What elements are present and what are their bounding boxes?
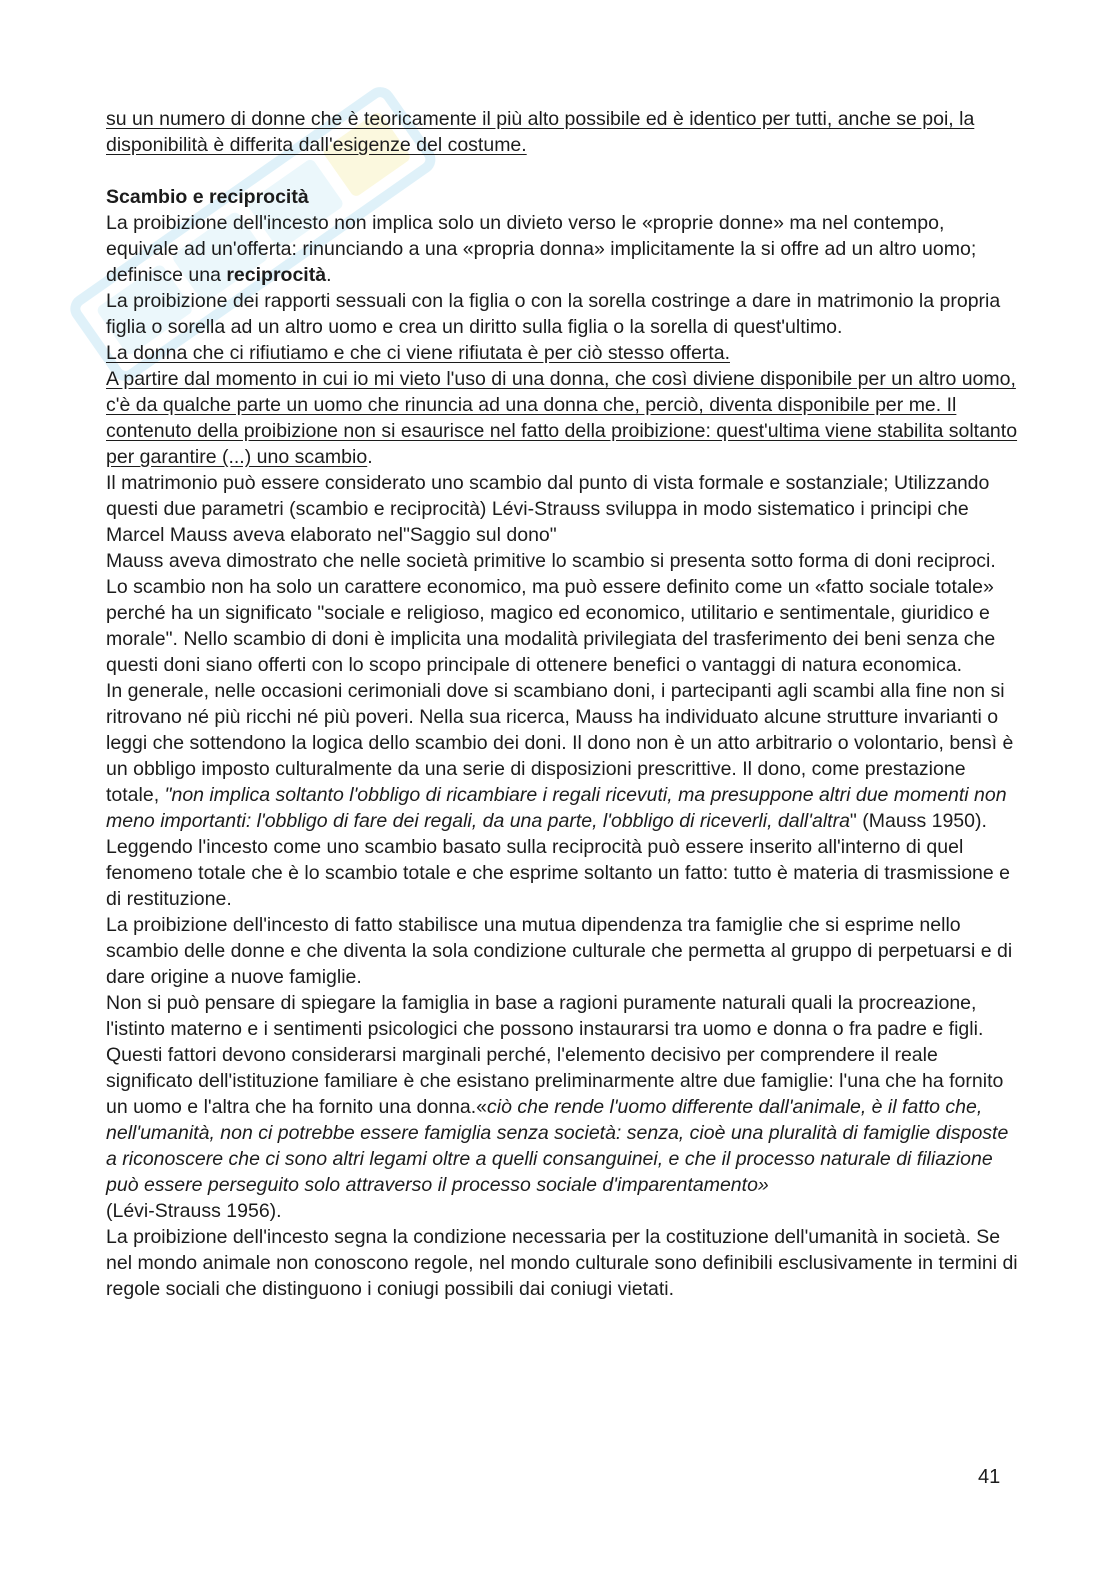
paragraph-incest-exchange: Leggendo l'incesto come uno scambio basato sulla reciprocità può essere inserito all'interno di quel fenomeno totale che è lo scambio totale e che esprime soltanto un fatto: tutto è materia di trasmissione e di restituzione. [106, 836, 1010, 910]
paragraph-marriage: Il matrimonio può essere considerato uno scambio dal punto di vista formale e sostanziale; Utilizzando questi due parametri (scambio e reciprocità) Lévi-Strauss sviluppa in modo sistematico i principi che Marcel Mauss aveva elaborato nel"Saggio sul dono" [106, 472, 990, 546]
paragraph-text: La proibizione dell'incesto non implica solo un divieto verso le «proprie donne» ma nel contempo, equivale ad un'offerta: rinunciando a una «propria donna» implicitamente la si offre ad un altro uomo; definisce una [106, 212, 977, 286]
paragraph-gift [106, 678, 1021, 834]
paragraph-family [106, 990, 1021, 1224]
paragraph-text: . [367, 446, 373, 468]
paragraph-underlined-exchange [106, 366, 1021, 470]
paragraph-text: In generale, nelle occasioni cerimoniali dove si scambiano doni, i partecipanti agli scambi alla fine non si ritrovano né più ricchi né più poveri. Nella sua ricerca, Mauss ha individuato alcune strutture invarianti o leggi che sottendono la logica dello scambio dei doni. Il dono non è un atto arbitrario o volontario, bensì è un obbligo imposto culturalmente da una serie di disposizioni prescrittive. Il dono, come prestazione totale, [106, 680, 1014, 806]
paragraph-text: . [326, 264, 332, 286]
italic-quote: ciò che rende l'uomo differente dall'animale, è il fatto che, nell'umanità, non ci potrebbe essere famiglia senza società: senza, cioè una pluralità di famiglie disposte a riconoscere che ci sono altri legami oltre a quelli consanguinei, e che il processo naturale di filiazione può essere perseguito solo attraverso il processo sociale d'imparentamento» [106, 1096, 1009, 1196]
paragraph-underlined-offer: La donna che ci rifiutiamo e che ci viene rifiutata è per ciò stesso offerta. [106, 342, 730, 364]
paragraph-reciprocity [106, 210, 1021, 288]
document-body [106, 106, 1021, 1302]
underlined-text: A partire dal momento in cui io mi vieto l'uso di una donna, che così diviene disponibile per un altro uomo, c'è da qualche parte un uomo che rinuncia ad una donna che, perciò, diventa disponibile per me. Il contenuto della proibizione non si esaurisce nel fatto della proibizione: quest'ultima viene stabilita soltanto per garantire (...) uno scambio [106, 368, 1018, 468]
paragraph-dependence: La proibizione dell'incesto di fatto stabilisce una mutua dipendenza tra famiglie che si esprime nello scambio delle donne e che diventa la sola condizione culturale che permetta al gruppo di perpetuarsi e di dare origine a nuove famiglie. [106, 914, 1013, 988]
paragraph-prohibition: La proibizione dei rapporti sessuali con la figlia o con la sorella costringe a dare in matrimonio la propria figlia o sorella ad un altro uomo e crea un diritto sulla figlia o la sorella di quest'ultimo. [106, 290, 1001, 338]
paragraph-text: " (Mauss 1950). [849, 810, 987, 832]
paragraph-mauss: Mauss aveva dimostrato che nelle società primitive lo scambio si presenta sotto forma di doni reciproci. Lo scambio non ha solo un carattere economico, ma può essere definito come un «fatto sociale totale» perché ha un significato "sociale e religioso, magico ed economico, utilitario e sentimentale, giuridico e morale". Nello scambio di doni è implicita una modalità privilegiata del trasferimento dei beni senza che questi doni siano offerti con lo scopo principale di ottenere benefici o vantaggi di natura economica. [106, 550, 996, 676]
bold-term: reciprocità [226, 264, 327, 286]
italic-quote: "non implica soltanto l'obbligo di ricambiare i regali ricevuti, ma presuppone altri due momenti non meno importanti: l'obbligo di fare dei regali, da una parte, l'obbligo di riceverli, dall'altra [106, 784, 1007, 832]
citation: (Lévi-Strauss 1956). [106, 1200, 282, 1222]
blank-line [106, 158, 1021, 184]
paragraph-text: Non si può pensare di spiegare la famiglia in base a ragioni puramente naturali quali la procreazione, l'istinto materno e i sentimenti psicologici che possono instaurarsi tra uomo e donna o fra padre e figli. Questi fattori devono considerarsi marginali perché, l'elemento decisivo per comprendere il reale significato dell'istituzione familiare è che esistano preliminarmente altre due famiglie: l'una che ha fornito un uomo e l'altra che ha fornito una donna.« [106, 992, 1004, 1118]
paragraph-continuation: su un numero di donne che è teoricamente il più alto possibile ed è identico per tutti, anche se poi, la disponibilità è differita dall'esigenze del costume. [106, 108, 975, 156]
page-number: 41 [978, 1466, 1001, 1488]
section-heading: Scambio e reciprocità [106, 186, 309, 208]
paragraph-conclusion: La proibizione dell'incesto segna la condizione necessaria per la costituzione dell'umanità in società. Se nel mondo animale non conoscono regole, nel mondo culturale sono definibili esclusivamente in termini di regole sociali che distinguono i coniugi possibili dai coniugi vietati. [106, 1226, 1018, 1300]
